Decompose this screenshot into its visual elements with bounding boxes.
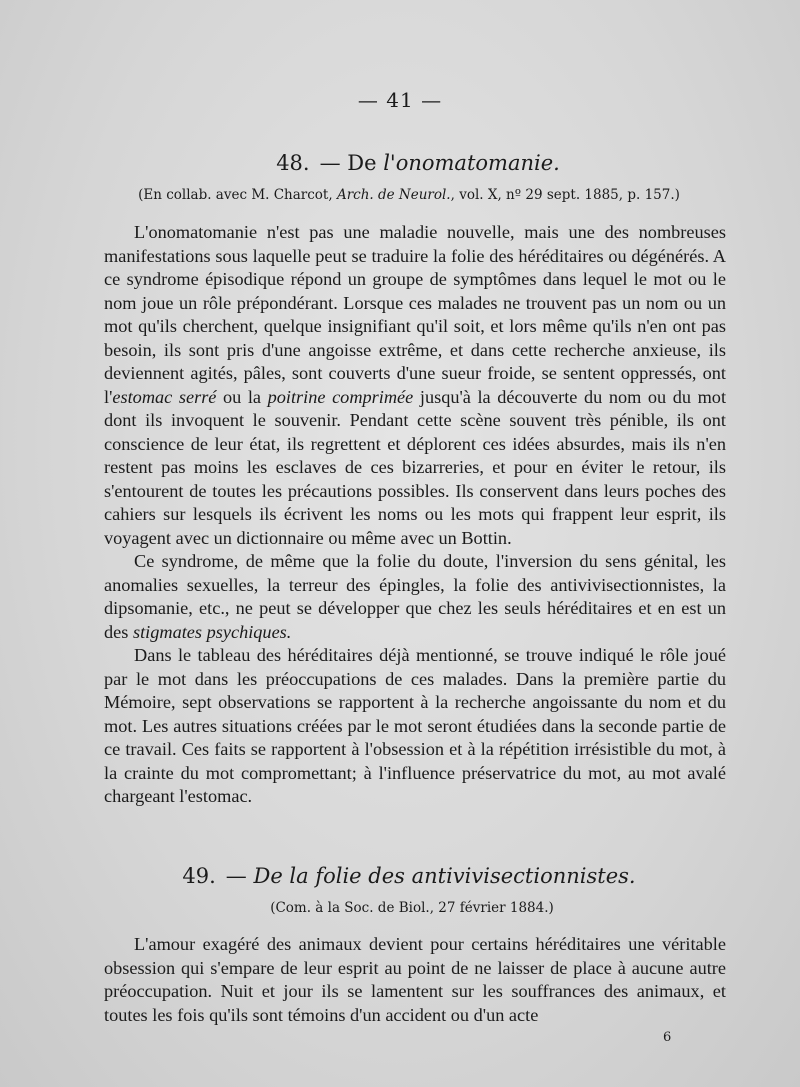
section-title-text: l'onomatomanie.: [383, 151, 560, 175]
paragraph-text: L'onomatomanie n'est pas une maladie nouvelle, mais une des nombreuses manifestations sous laquelle peut se traduire la folie des héréditaires ou dégénérés. A ce syndrome épisodique répond un groupe de symptômes dans lequel le mot ou le nom joue un rôle prépondérant. Lorsque ces malades ne trouvent pas un nom ou un mot qu'ils cherchent, quelque insignifiant qu'il soit, et lors même qu'ils n'en ont pas besoin, ils sont pris d'une angoisse extrême, et dans cette recherche anxieuse, ils deviennent agités, pâles, sont couverts d'une sueur froide, se sentent oppressés, ont l': [104, 222, 726, 407]
section-title-prefix: —: [225, 864, 254, 888]
paragraph: [104, 550, 726, 644]
section-title-text: De la folie des antivivisectionnistes.: [253, 864, 636, 888]
paragraph-text: Ce syndrome, de même que la folie du doute, l'inversion du sens génital, les anomalies sexuelles, la terreur des épingles, la folie des antivivisectionnistes, la dipsomanie, etc., ne peut se développer que chez les seuls héréditaires et en est un des: [104, 551, 726, 642]
paragraph-text: ou la: [216, 386, 268, 407]
reference-text: (En collab. avec M. Charcot,: [138, 187, 337, 203]
section-number: 49.: [182, 864, 216, 888]
reference-journal: Arch. de Neurol.: [336, 187, 451, 203]
paragraph: Dans le tableau des héréditaires déjà mentionné, se trouve indiqué le rôle joué par le mot dans les préoccupations de ces malades. Dans la première partie du Mémoire, sept observations se rapportent à la recherche angoissante du nom et du mot. Les autres situations créées par le mot seront étudiées dans la seconde partie de ce travail. Ces faits se rapportent à l'obsession et à la répétition irrésistible du mot, à la crainte du mot compromettant; à l'influence préservatrice du mot, au mot avalé chargeant l'estomac.: [104, 645, 726, 806]
paragraph: L'amour exagéré des animaux devient pour certains héréditaires une véritable obsession qui s'empare de leur esprit au point de ne laisser de place à aucune autre préoccupation. Nuit et jour ils se lamentent sur les souffrances des animaux, et toutes les fois qu'ils sont témoins d'un accident ou d'un acte: [104, 934, 726, 1025]
emphasis-text: poitrine comprimée: [267, 386, 414, 407]
page-number: — 41 —: [357, 88, 443, 112]
signature-mark: 6: [663, 1030, 672, 1045]
emphasis-text: stigmates psychiques.: [132, 621, 292, 642]
paragraph: [104, 221, 726, 550]
section-reference-48: [18, 187, 800, 203]
section-number: 48.: [276, 151, 310, 175]
reference-text: , vol. X, nº 29 sept. 1885, p. 157.): [450, 187, 680, 203]
section-reference-49: (Com. à la Soc. de Biol., 27 février 1884.): [270, 900, 554, 916]
section-title-48: [36, 151, 800, 175]
emphasis-text: estomac serré: [112, 386, 217, 407]
section-title-prefix: — De: [319, 151, 384, 175]
section-title-49: [18, 864, 800, 888]
paragraph-text: jusqu'à la découverte du nom ou du mot dont ils invoquent le souvenir. Pendant cette scène souvent très pénible, ils ont conscience de leur état, ils regrettent et déplorent ces idées absurdes, mais ils n'en restent pas moins les esclaves de ces bizarreries, et pour en éviter le retour, ils s'entourent de toutes les précautions possibles. Ils conservent dans leurs poches des cahiers sur lesquels ils écrivent les noms ou les mots qui frappent leur esprit, ils voyagent avec un dictionnaire ou même avec un Bottin.: [104, 386, 727, 548]
section-body-49: [104, 933, 726, 1027]
section-body-48: [104, 221, 726, 809]
